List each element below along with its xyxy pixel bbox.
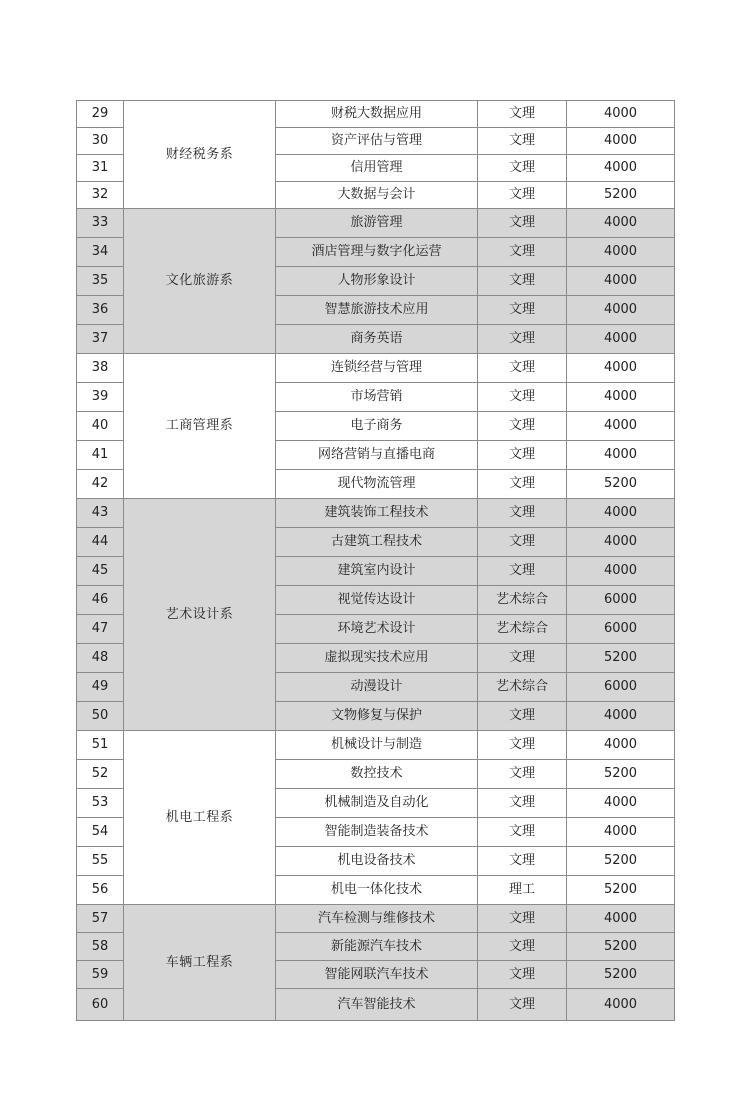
row-number: 53 — [77, 789, 124, 818]
row-number: 54 — [77, 818, 124, 847]
row-number: 51 — [77, 731, 124, 760]
tuition-fee: 4000 — [567, 412, 675, 441]
subject-category: 文理 — [478, 238, 567, 267]
major-name: 汽车检测与维修技术 — [276, 905, 478, 933]
tuition-fee: 4000 — [567, 267, 675, 296]
subject-category: 文理 — [478, 128, 567, 155]
major-name: 动漫设计 — [276, 673, 478, 702]
subject-category: 文理 — [478, 209, 567, 238]
row-number: 48 — [77, 644, 124, 673]
tuition-fee: 4000 — [567, 905, 675, 933]
tuition-fee: 6000 — [567, 586, 675, 615]
subject-category: 文理 — [478, 155, 567, 182]
subject-category: 文理 — [478, 325, 567, 354]
row-number: 31 — [77, 155, 124, 182]
major-name: 酒店管理与数字化运营 — [276, 238, 478, 267]
table-row — [77, 499, 675, 528]
row-number: 33 — [77, 209, 124, 238]
subject-category: 艺术综合 — [478, 615, 567, 644]
subject-category: 文理 — [478, 470, 567, 499]
subject-category: 文理 — [478, 557, 567, 586]
subject-category: 文理 — [478, 499, 567, 528]
tuition-fee: 5200 — [567, 760, 675, 789]
tuition-fee: 6000 — [567, 673, 675, 702]
tuition-fee: 4000 — [567, 989, 675, 1021]
subject-category: 文理 — [478, 789, 567, 818]
major-name: 古建筑工程技术 — [276, 528, 478, 557]
subject-category: 文理 — [478, 933, 567, 961]
tuition-fee: 5200 — [567, 847, 675, 876]
major-name: 旅游管理 — [276, 209, 478, 238]
tuition-fee: 4000 — [567, 499, 675, 528]
tuition-fee: 4000 — [567, 325, 675, 354]
tuition-fee: 4000 — [567, 528, 675, 557]
tuition-fee: 4000 — [567, 354, 675, 383]
major-name: 智慧旅游技术应用 — [276, 296, 478, 325]
subject-category: 文理 — [478, 441, 567, 470]
row-number: 44 — [77, 528, 124, 557]
tuition-fee: 4000 — [567, 238, 675, 267]
subject-category: 文理 — [478, 989, 567, 1021]
tuition-fee: 4000 — [567, 128, 675, 155]
majors-table-body — [77, 101, 675, 1021]
row-number: 50 — [77, 702, 124, 731]
department-name: 文化旅游系 — [124, 209, 276, 354]
tuition-fee: 4000 — [567, 789, 675, 818]
department-name: 车辆工程系 — [124, 905, 276, 1021]
major-name: 资产评估与管理 — [276, 128, 478, 155]
table-row — [77, 731, 675, 760]
subject-category: 艺术综合 — [478, 673, 567, 702]
row-number: 34 — [77, 238, 124, 267]
row-number: 35 — [77, 267, 124, 296]
major-name: 文物修复与保护 — [276, 702, 478, 731]
subject-category: 文理 — [478, 354, 567, 383]
row-number: 40 — [77, 412, 124, 441]
major-name: 网络营销与直播电商 — [276, 441, 478, 470]
subject-category: 文理 — [478, 182, 567, 209]
subject-category: 文理 — [478, 296, 567, 325]
major-name: 财税大数据应用 — [276, 101, 478, 128]
subject-category: 文理 — [478, 961, 567, 989]
row-number: 37 — [77, 325, 124, 354]
row-number: 41 — [77, 441, 124, 470]
major-name: 人物形象设计 — [276, 267, 478, 296]
row-number: 52 — [77, 760, 124, 789]
row-number: 57 — [77, 905, 124, 933]
major-name: 大数据与会计 — [276, 182, 478, 209]
row-number: 30 — [77, 128, 124, 155]
subject-category: 艺术综合 — [478, 586, 567, 615]
table-row — [77, 209, 675, 238]
tuition-fee: 5200 — [567, 470, 675, 499]
major-name: 汽车智能技术 — [276, 989, 478, 1021]
department-name: 财经税务系 — [124, 101, 276, 209]
tuition-fee: 4000 — [567, 702, 675, 731]
subject-category: 文理 — [478, 528, 567, 557]
tuition-fee: 6000 — [567, 615, 675, 644]
tuition-fee: 4000 — [567, 296, 675, 325]
major-name: 现代物流管理 — [276, 470, 478, 499]
tuition-fee: 4000 — [567, 818, 675, 847]
tuition-fee: 4000 — [567, 557, 675, 586]
tuition-fee: 5200 — [567, 644, 675, 673]
tuition-fee: 5200 — [567, 182, 675, 209]
subject-category: 文理 — [478, 702, 567, 731]
subject-category: 文理 — [478, 267, 567, 296]
row-number: 38 — [77, 354, 124, 383]
row-number: 36 — [77, 296, 124, 325]
majors-table — [76, 100, 675, 1021]
row-number: 60 — [77, 989, 124, 1021]
major-name: 智能网联汽车技术 — [276, 961, 478, 989]
major-name: 机电设备技术 — [276, 847, 478, 876]
subject-category: 文理 — [478, 383, 567, 412]
tuition-fee: 5200 — [567, 933, 675, 961]
row-number: 45 — [77, 557, 124, 586]
subject-category: 文理 — [478, 101, 567, 128]
subject-category: 理工 — [478, 876, 567, 905]
tuition-fee: 5200 — [567, 961, 675, 989]
row-number: 46 — [77, 586, 124, 615]
major-name: 虚拟现实技术应用 — [276, 644, 478, 673]
row-number: 56 — [77, 876, 124, 905]
row-number: 42 — [77, 470, 124, 499]
tuition-fee: 4000 — [567, 441, 675, 470]
subject-category: 文理 — [478, 412, 567, 441]
major-name: 机械制造及自动化 — [276, 789, 478, 818]
major-name: 电子商务 — [276, 412, 478, 441]
major-name: 商务英语 — [276, 325, 478, 354]
subject-category: 文理 — [478, 760, 567, 789]
major-name: 机械设计与制造 — [276, 731, 478, 760]
table-row — [77, 905, 675, 933]
major-name: 智能制造装备技术 — [276, 818, 478, 847]
row-number: 43 — [77, 499, 124, 528]
major-name: 数控技术 — [276, 760, 478, 789]
major-name: 新能源汽车技术 — [276, 933, 478, 961]
subject-category: 文理 — [478, 847, 567, 876]
department-name: 艺术设计系 — [124, 499, 276, 731]
major-name: 视觉传达设计 — [276, 586, 478, 615]
subject-category: 文理 — [478, 644, 567, 673]
tuition-fee: 4000 — [567, 101, 675, 128]
row-number: 29 — [77, 101, 124, 128]
tuition-fee: 4000 — [567, 383, 675, 412]
major-name: 连锁经营与管理 — [276, 354, 478, 383]
major-name: 建筑室内设计 — [276, 557, 478, 586]
row-number: 55 — [77, 847, 124, 876]
row-number: 49 — [77, 673, 124, 702]
table-row — [77, 354, 675, 383]
major-name: 信用管理 — [276, 155, 478, 182]
tuition-fee: 4000 — [567, 209, 675, 238]
subject-category: 文理 — [478, 818, 567, 847]
major-name: 环境艺术设计 — [276, 615, 478, 644]
tuition-fee: 4000 — [567, 155, 675, 182]
row-number: 39 — [77, 383, 124, 412]
department-name: 工商管理系 — [124, 354, 276, 499]
tuition-fee: 4000 — [567, 731, 675, 760]
major-name: 机电一体化技术 — [276, 876, 478, 905]
major-name: 建筑装饰工程技术 — [276, 499, 478, 528]
table-row — [77, 101, 675, 128]
row-number: 47 — [77, 615, 124, 644]
tuition-fee: 5200 — [567, 876, 675, 905]
subject-category: 文理 — [478, 905, 567, 933]
department-name: 机电工程系 — [124, 731, 276, 905]
row-number: 59 — [77, 961, 124, 989]
subject-category: 文理 — [478, 731, 567, 760]
major-name: 市场营销 — [276, 383, 478, 412]
row-number: 32 — [77, 182, 124, 209]
row-number: 58 — [77, 933, 124, 961]
